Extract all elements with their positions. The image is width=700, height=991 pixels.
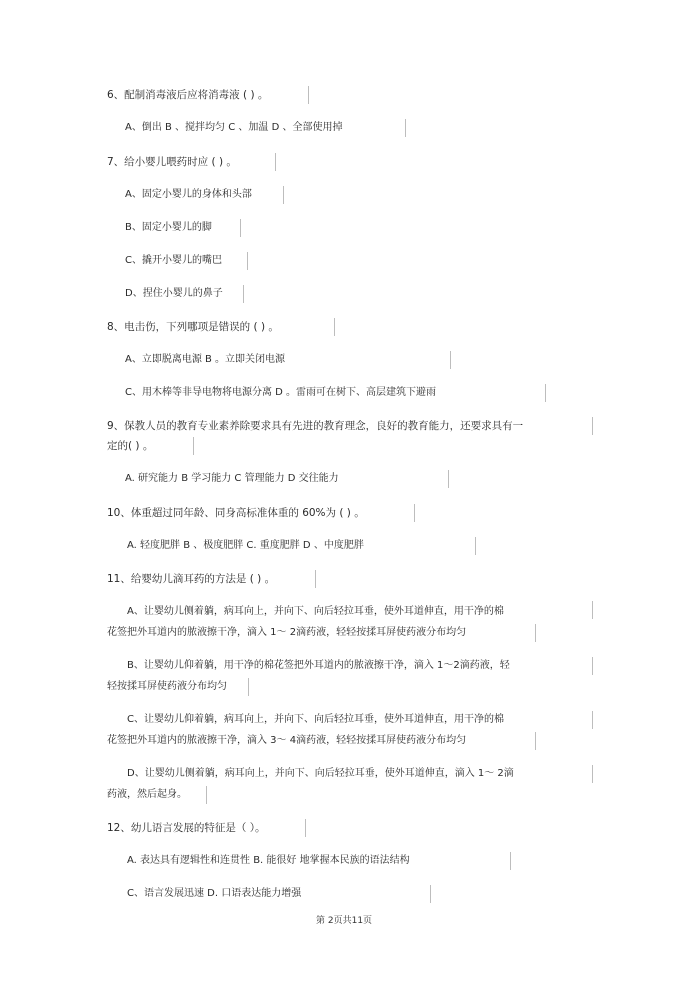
question-11-option-d-line-1: D、让婴幼儿侧着躺，病耳向上，并向下、向后轻拉耳垂，使外耳道伸直，滴入 1～ 2滴: [127, 768, 514, 779]
question-11-option-a-line-2: 花签把外耳道内的脓液擦干净，滴入 1～ 2滴药液，轻轻按揉耳屏使药液分布均匀: [107, 627, 467, 638]
scan-mark: [448, 470, 449, 488]
question-8-options-row-1: A、立即脱离电源 B 。立即关闭电源: [125, 354, 286, 365]
question-12-options-row-1: A. 表达具有逻辑性和连贯性 B. 能很好 地掌握本民族的语法结构: [127, 855, 410, 866]
question-7-stem: 7、给小婴儿喂药时应 ( ) 。: [107, 156, 237, 168]
scan-mark: [334, 318, 335, 336]
question-9-stem: 9、保教人员的教育专业素养除要求具有先进的教育理念，良好的教育能力，还要求具有一: [107, 420, 524, 432]
question-10-stem: 10、体重超过同年龄、同身高标准体重的 60%为 ( ) 。: [107, 507, 365, 519]
scan-mark: [315, 570, 316, 588]
scan-mark: [305, 819, 306, 837]
question-11-option-c-line-1: C、让婴幼儿仰着躺，病耳向上，并向下、向后轻拉耳垂，使外耳道伸直，用干净的棉: [127, 714, 504, 725]
question-11-option-b-line-1: B、让婴幼儿仰着躺，用干净的棉花签把外耳道内的脓液擦干净，滴入 1～2滴药液，轻: [127, 660, 510, 671]
scan-mark: [248, 678, 249, 696]
question-12-options-row-2: C、语言发展迅速 D. 口语表达能力增强: [127, 888, 302, 899]
scan-mark: [535, 624, 536, 642]
question-12-stem: 12、幼儿语言发展的特征是（ ）。: [107, 822, 266, 834]
scan-mark: [283, 186, 284, 204]
scan-mark: [308, 86, 309, 104]
question-10-options: A. 轻度肥胖 B 、极度肥胖 C. 重度肥胖 D 、中度肥胖: [127, 540, 364, 551]
scan-mark: [592, 711, 593, 729]
question-11-option-c-line-2: 花签把外耳道内的脓液擦干净，滴入 3～ 4滴药液，轻轻按揉耳屏使药液分布均匀: [107, 735, 467, 746]
scan-mark: [193, 437, 194, 455]
question-6-stem: 6、配制消毒液后应将消毒液 ( ) 。: [107, 89, 269, 101]
question-8-options-row-2: C、用木棒等非导电物将电源分离 D 。雷雨可在树下、高层建筑下避雨: [125, 387, 437, 398]
scan-mark: [450, 351, 451, 369]
scan-mark: [247, 252, 248, 270]
question-11-option-d-line-2: 药液，然后起身。: [107, 789, 187, 800]
question-7-option-d: D、捏住小婴儿的鼻子: [125, 288, 223, 299]
scan-mark: [430, 885, 431, 903]
question-7-option-a: A、固定小婴儿的身体和头部: [125, 189, 252, 200]
question-8-stem: 8、电击伤，下列哪项是错误的 ( ) 。: [107, 321, 279, 333]
scan-mark: [592, 765, 593, 783]
scan-mark: [414, 504, 415, 522]
question-9-stem-cont: 定的( ) 。: [107, 440, 154, 452]
scan-mark: [275, 153, 276, 171]
scan-mark: [240, 219, 241, 237]
scan-mark: [475, 537, 476, 555]
question-7-option-c: C、撬开小婴儿的嘴巴: [125, 255, 222, 266]
question-6-options: A、倒出 B 、搅拌均匀 C 、加温 D 、全部使用掉: [125, 122, 343, 133]
scan-mark: [206, 786, 207, 804]
scan-mark: [592, 601, 593, 619]
scan-mark: [545, 384, 546, 402]
scan-mark: [535, 732, 536, 750]
scan-mark: [243, 285, 244, 303]
scan-mark: [592, 417, 593, 435]
question-9-options: A. 研究能力 B 学习能力 C 管理能力 D 交往能力: [125, 473, 339, 484]
scan-mark: [592, 657, 593, 675]
question-11-stem: 11、给婴幼儿滴耳药的方法是 ( ) 。: [107, 573, 276, 585]
question-7-option-b: B、固定小婴儿的脚: [125, 222, 212, 233]
question-11-option-a-line-1: A、让婴幼儿侧着躺，病耳向上，并向下、向后轻拉耳垂，使外耳道伸直，用干净的棉: [127, 606, 504, 617]
scan-mark: [510, 852, 511, 870]
question-11-option-b-line-2: 轻按揉耳屏使药液分布均匀: [107, 681, 227, 692]
page-number-footer: 第 2页共11页: [316, 916, 373, 926]
scan-mark: [405, 119, 406, 137]
